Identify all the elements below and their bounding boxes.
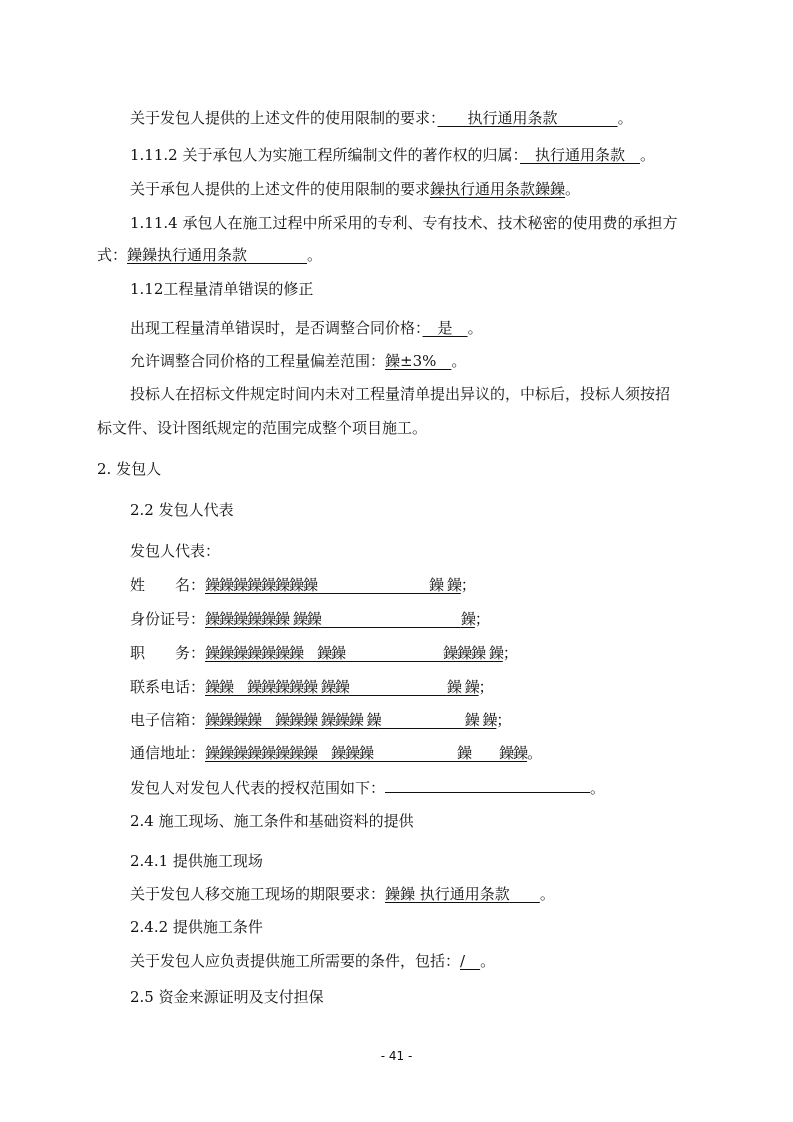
section-1-12-heading — [130, 279, 313, 299]
line-end: 。 — [617, 109, 633, 127]
field-label: 通信地址： — [130, 744, 206, 762]
section-2-5-heading — [130, 987, 324, 1007]
field-end: ； — [478, 678, 494, 696]
line-end: 。 — [640, 146, 656, 164]
line-text: 出现工程量清单错误时，是否调整合同价格： — [130, 319, 423, 337]
line-text: 2.4.1 提供施工现场 — [130, 852, 263, 870]
field-label: 姓 名： — [130, 576, 206, 594]
bidder-paragraph-line-2 — [97, 418, 427, 438]
field-phone — [130, 677, 494, 697]
fill-value: 鐰鐰 执行通用条款 — [385, 885, 510, 903]
field-end: ； — [474, 610, 490, 628]
line-text: 发包人代表： — [130, 542, 221, 560]
line-end: 。 — [467, 319, 483, 337]
patent-fee-method-line — [97, 245, 322, 265]
field-value: 鐰鐰鐰鐰鐰鐰鐰 鐰鐰 鐰鐰鐰 鐰 — [205, 644, 503, 662]
section-2-2-heading — [130, 500, 234, 520]
line-end: 。 — [307, 246, 323, 264]
line-text: 投标人在招标文件规定时间内未对工程量清单提出异议的，中标后，投标人须按招 — [130, 385, 671, 403]
field-id-number — [130, 609, 490, 629]
copyright-line — [130, 145, 655, 165]
bidder-paragraph-line-1 — [130, 384, 670, 404]
line-text: 2. 发包人 — [97, 460, 162, 478]
field-address — [130, 743, 542, 763]
section-2-4-1-heading — [130, 851, 263, 871]
line-text: 关于发包人应负责提供施工所需要的条件，包括： — [130, 952, 461, 970]
field-email — [130, 710, 511, 730]
line-text: 2.4 施工现场、施工条件和基础资料的提供 — [130, 812, 414, 830]
line-text: 发包人对发包人代表的授权范围如下： — [130, 779, 386, 797]
fill-value: 是 — [437, 319, 453, 337]
field-value: 鐰鐰鐰鐰 鐰鐰鐰 鐰鐰鐰 鐰 鐰 鐰 — [205, 711, 497, 729]
line-text: 1.11.4 承包人在施工过程中所采用的专利、专有技术、技术秘密的使用费的承担方 — [130, 214, 678, 232]
line-end: 。 — [480, 952, 496, 970]
fill-value: 执行通用条款 — [467, 109, 558, 127]
fill-value: 鐰±3% — [385, 352, 437, 370]
line-text: 关于承包人提供的上述文件的使用限制的要求 — [130, 180, 431, 198]
field-end: ； — [502, 644, 518, 662]
field-end: ； — [460, 576, 476, 594]
line-text: 式： — [97, 246, 128, 264]
field-value: 鐰鐰鐰鐰鐰鐰鐰鐰 鐰 鐰 — [205, 576, 461, 594]
line-text: 关于发包人提供的上述文件的使用限制的要求： — [130, 109, 438, 127]
line-end: 。 — [539, 885, 555, 903]
line-end: 。 — [565, 180, 581, 198]
site-handover-line — [130, 884, 555, 904]
line-text: 标文件、设计图纸规定的范围完成整个项目施工。 — [97, 419, 428, 437]
fill-value: 鐰鐰执行通用条款 — [127, 246, 248, 264]
field-end: ； — [496, 711, 512, 729]
authority-scope-blank — [385, 776, 590, 793]
field-label: 电子信箱： — [130, 711, 206, 729]
line-text: 2.5 资金来源证明及支付担保 — [130, 988, 324, 1006]
fill-value: / — [460, 952, 466, 970]
line-end: 。 — [451, 352, 467, 370]
field-name — [130, 575, 476, 595]
line-text: 2.2 发包人代表 — [130, 501, 234, 519]
employer-rep-label — [130, 541, 220, 561]
line-text: 1.12工程量清单错误的修正 — [130, 280, 314, 298]
section-2-4-2-heading — [130, 917, 263, 937]
deviation-range-line — [130, 351, 466, 371]
field-position — [130, 643, 518, 663]
line-text: 关于发包人移交施工现场的期限要求： — [130, 885, 386, 903]
price-adjust-line — [130, 318, 483, 338]
line-end: 。 — [590, 779, 606, 797]
construction-conditions-line — [130, 951, 495, 971]
line-text: 1.11.2 关于承包人为实施工程所编制文件的著作权的归属： — [130, 146, 520, 164]
field-value: 鐰鐰鐰鐰鐰鐰鐰鐰 鐰鐰鐰 鐰 鐰鐰 — [205, 744, 528, 762]
line-text: 2.4.2 提供施工条件 — [130, 918, 263, 936]
patent-fee-line — [130, 213, 677, 233]
fill-value: 执行通用条款 — [535, 146, 626, 164]
fill-value: 鐰执行通用条款鐰鐰 — [430, 180, 566, 198]
page-number: - 41 - — [380, 1049, 413, 1063]
authority-scope-line — [130, 776, 605, 798]
field-value: 鐰鐰鐰鐰鐰鐰 鐰鐰 鐰 — [205, 610, 475, 628]
section-2-4-heading — [130, 811, 414, 831]
field-label: 职 务： — [130, 644, 206, 662]
field-label: 联系电话： — [130, 678, 206, 696]
usage-restriction-line — [130, 108, 633, 128]
section-2-heading — [97, 459, 161, 479]
contractor-usage-line — [130, 179, 580, 199]
field-value: 鐰鐰 鐰鐰鐰鐰鐰 鐰鐰 鐰 鐰 — [205, 678, 479, 696]
field-end: 。 — [527, 744, 543, 762]
field-label: 身份证号： — [130, 610, 206, 628]
line-text: 允许调整合同价格的工程量偏差范围： — [130, 352, 386, 370]
